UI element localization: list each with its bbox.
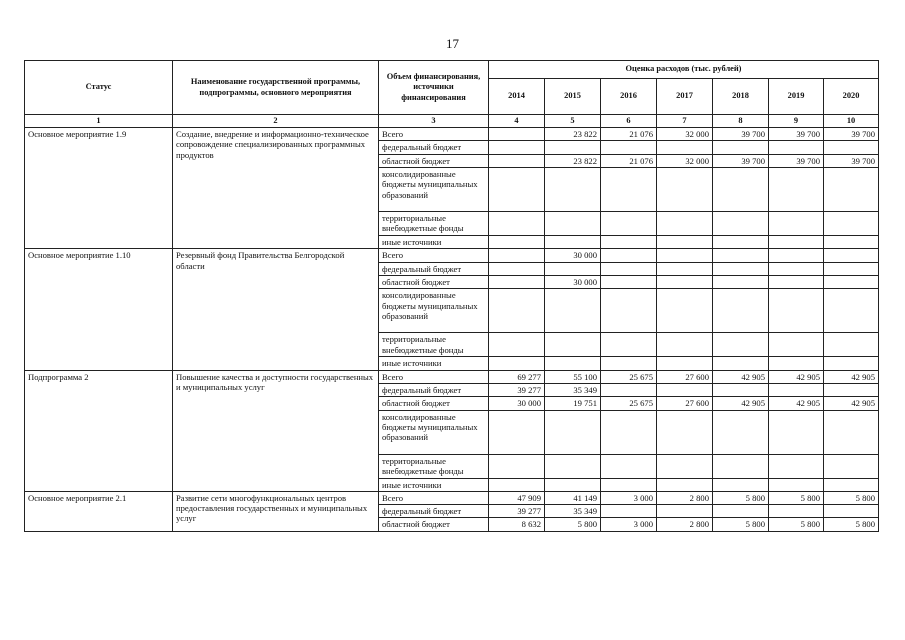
amount-cell: 39 277	[489, 505, 545, 518]
amount-cell: 39 700	[824, 128, 879, 141]
amount-cell	[769, 275, 824, 288]
amount-cell	[657, 236, 713, 249]
amount-cell	[769, 357, 824, 370]
amount-cell	[824, 212, 879, 236]
amount-cell	[769, 289, 824, 333]
table-row	[25, 249, 879, 262]
amount-cell: 32 000	[657, 154, 713, 167]
amount-cell	[824, 289, 879, 333]
header-status: Статус	[25, 61, 173, 115]
amount-cell: 2 800	[657, 518, 713, 531]
amount-cell	[601, 212, 657, 236]
amount-cell	[824, 383, 879, 396]
amount-cell	[545, 357, 601, 370]
amount-cell	[601, 262, 657, 275]
column-number: 3	[379, 115, 489, 128]
page-number: 17	[446, 36, 459, 51]
amount-cell	[824, 410, 879, 454]
row-program-name: Развитие сети многофункциональных центров предоставления государственных и муниципальных услуг	[173, 491, 379, 531]
funding-source: федеральный бюджет	[379, 141, 489, 154]
amount-cell	[713, 383, 769, 396]
amount-cell	[824, 357, 879, 370]
row-status: Основное мероприятие 1.9	[25, 128, 173, 249]
amount-cell	[489, 154, 545, 167]
amount-cell	[601, 383, 657, 396]
amount-cell	[657, 212, 713, 236]
header-financing: Объем финансирования, источники финансирования	[379, 61, 489, 115]
funding-source: территориальные внебюджетные фонды	[379, 212, 489, 236]
amount-cell	[769, 333, 824, 357]
row-program-name: Повышение качества и доступности государственных и муниципальных услуг	[173, 370, 379, 491]
amount-cell	[824, 262, 879, 275]
amount-cell: 39 700	[769, 128, 824, 141]
amount-cell: 27 600	[657, 397, 713, 410]
amount-cell	[769, 454, 824, 478]
amount-cell: 39 277	[489, 383, 545, 396]
amount-cell: 35 349	[545, 383, 601, 396]
amount-cell	[713, 236, 769, 249]
amount-cell	[657, 168, 713, 212]
amount-cell: 55 100	[545, 370, 601, 383]
amount-cell: 27 600	[657, 370, 713, 383]
amount-cell: 30 000	[489, 397, 545, 410]
amount-cell	[769, 249, 824, 262]
amount-cell	[545, 478, 601, 491]
amount-cell	[545, 168, 601, 212]
table-header	[25, 61, 879, 128]
amount-cell	[713, 168, 769, 212]
amount-cell: 3 000	[601, 491, 657, 504]
amount-cell	[713, 333, 769, 357]
amount-cell	[657, 505, 713, 518]
amount-cell	[545, 333, 601, 357]
amount-cell	[824, 505, 879, 518]
amount-cell: 19 751	[545, 397, 601, 410]
funding-source: консолидированные бюджеты муниципальных образований	[379, 289, 489, 333]
amount-cell	[545, 289, 601, 333]
amount-cell	[601, 168, 657, 212]
amount-cell: 30 000	[545, 275, 601, 288]
amount-cell	[713, 275, 769, 288]
amount-cell	[769, 262, 824, 275]
amount-cell: 3 000	[601, 518, 657, 531]
header-year: 2019	[769, 79, 824, 115]
amount-cell: 21 076	[601, 128, 657, 141]
funding-source: иные источники	[379, 478, 489, 491]
amount-cell: 8 632	[489, 518, 545, 531]
funding-source: областной бюджет	[379, 154, 489, 167]
funding-source: Всего	[379, 491, 489, 504]
amount-cell	[824, 236, 879, 249]
amount-cell	[824, 168, 879, 212]
amount-cell: 39 700	[769, 154, 824, 167]
table-row	[25, 491, 879, 504]
amount-cell	[601, 505, 657, 518]
amount-cell	[489, 141, 545, 154]
row-status: Основное мероприятие 1.10	[25, 249, 173, 370]
amount-cell	[489, 410, 545, 454]
amount-cell	[489, 454, 545, 478]
amount-cell	[489, 333, 545, 357]
amount-cell: 42 905	[824, 370, 879, 383]
funding-source: Всего	[379, 249, 489, 262]
funding-source: областной бюджет	[379, 397, 489, 410]
amount-cell: 42 905	[713, 397, 769, 410]
amount-cell	[489, 357, 545, 370]
header-year: 2018	[713, 79, 769, 115]
amount-cell	[657, 383, 713, 396]
amount-cell: 25 675	[601, 370, 657, 383]
amount-cell	[601, 141, 657, 154]
funding-source: федеральный бюджет	[379, 262, 489, 275]
header-year: 2014	[489, 79, 545, 115]
column-number: 9	[769, 115, 824, 128]
amount-cell	[769, 236, 824, 249]
amount-cell	[601, 275, 657, 288]
column-number: 2	[173, 115, 379, 128]
amount-cell: 5 800	[713, 491, 769, 504]
funding-source: территориальные внебюджетные фонды	[379, 333, 489, 357]
amount-cell	[713, 141, 769, 154]
amount-cell	[713, 249, 769, 262]
header-estimate: Оценка расходов (тыс. рублей)	[489, 61, 879, 79]
amount-cell	[713, 454, 769, 478]
funding-source: федеральный бюджет	[379, 383, 489, 396]
amount-cell	[545, 262, 601, 275]
header-name: Наименование государственной программы, подпрограммы, основного мероприятия	[173, 61, 379, 115]
column-number: 10	[824, 115, 879, 128]
amount-cell: 42 905	[769, 370, 824, 383]
funding-source: областной бюджет	[379, 275, 489, 288]
amount-cell	[545, 141, 601, 154]
amount-cell	[601, 478, 657, 491]
row-status: Основное мероприятие 2.1	[25, 491, 173, 531]
column-number: 7	[657, 115, 713, 128]
amount-cell	[601, 454, 657, 478]
amount-cell	[824, 454, 879, 478]
amount-cell	[657, 275, 713, 288]
amount-cell: 5 800	[824, 491, 879, 504]
amount-cell: 35 349	[545, 505, 601, 518]
amount-cell	[657, 454, 713, 478]
funding-source: территориальные внебюджетные фонды	[379, 454, 489, 478]
amount-cell: 39 700	[713, 128, 769, 141]
row-status: Подпрограмма 2	[25, 370, 173, 491]
amount-cell: 23 822	[545, 128, 601, 141]
amount-cell	[769, 505, 824, 518]
amount-cell: 23 822	[545, 154, 601, 167]
amount-cell: 42 905	[769, 397, 824, 410]
amount-cell	[489, 262, 545, 275]
amount-cell	[713, 505, 769, 518]
amount-cell	[657, 249, 713, 262]
amount-cell: 47 909	[489, 491, 545, 504]
amount-cell	[601, 410, 657, 454]
column-numbers-row	[25, 115, 879, 128]
amount-cell	[713, 262, 769, 275]
amount-cell	[769, 168, 824, 212]
header-year: 2017	[657, 79, 713, 115]
funding-source: консолидированные бюджеты муниципальных образований	[379, 410, 489, 454]
budget-table	[24, 60, 879, 532]
amount-cell	[657, 141, 713, 154]
funding-source: областной бюджет	[379, 518, 489, 531]
amount-cell: 39 700	[713, 154, 769, 167]
amount-cell	[769, 141, 824, 154]
amount-cell	[769, 212, 824, 236]
amount-cell	[713, 357, 769, 370]
amount-cell	[824, 141, 879, 154]
amount-cell	[657, 333, 713, 357]
table-row	[25, 370, 879, 383]
amount-cell: 5 800	[713, 518, 769, 531]
amount-cell	[489, 212, 545, 236]
amount-cell	[489, 236, 545, 249]
amount-cell	[489, 168, 545, 212]
amount-cell: 42 905	[824, 397, 879, 410]
amount-cell: 5 800	[545, 518, 601, 531]
amount-cell	[657, 262, 713, 275]
amount-cell: 42 905	[713, 370, 769, 383]
amount-cell: 5 800	[824, 518, 879, 531]
amount-cell	[489, 128, 545, 141]
amount-cell	[601, 357, 657, 370]
funding-source: консолидированные бюджеты муниципальных образований	[379, 168, 489, 212]
amount-cell	[601, 289, 657, 333]
amount-cell	[657, 410, 713, 454]
amount-cell: 69 277	[489, 370, 545, 383]
header-year: 2016	[601, 79, 657, 115]
amount-cell	[601, 249, 657, 262]
amount-cell	[657, 289, 713, 333]
amount-cell: 25 675	[601, 397, 657, 410]
amount-cell	[824, 333, 879, 357]
row-program-name: Резервный фонд Правительства Белгородской области	[173, 249, 379, 370]
amount-cell	[489, 275, 545, 288]
amount-cell	[545, 454, 601, 478]
amount-cell: 30 000	[545, 249, 601, 262]
amount-cell	[545, 410, 601, 454]
funding-source: иные источники	[379, 357, 489, 370]
funding-source: иные источники	[379, 236, 489, 249]
amount-cell	[489, 249, 545, 262]
table-row	[25, 128, 879, 141]
amount-cell	[824, 478, 879, 491]
header-year: 2015	[545, 79, 601, 115]
column-number: 4	[489, 115, 545, 128]
amount-cell: 5 800	[769, 518, 824, 531]
amount-cell: 39 700	[824, 154, 879, 167]
amount-cell: 2 800	[657, 491, 713, 504]
amount-cell	[601, 333, 657, 357]
funding-source: федеральный бюджет	[379, 505, 489, 518]
column-number: 5	[545, 115, 601, 128]
amount-cell	[769, 410, 824, 454]
amount-cell	[489, 289, 545, 333]
amount-cell	[769, 478, 824, 491]
amount-cell	[769, 383, 824, 396]
amount-cell: 5 800	[769, 491, 824, 504]
column-number: 1	[25, 115, 173, 128]
amount-cell	[545, 236, 601, 249]
column-number: 8	[713, 115, 769, 128]
column-number: 6	[601, 115, 657, 128]
amount-cell	[713, 478, 769, 491]
amount-cell	[713, 410, 769, 454]
amount-cell	[713, 289, 769, 333]
amount-cell: 21 076	[601, 154, 657, 167]
header-year: 2020	[824, 79, 879, 115]
amount-cell	[824, 275, 879, 288]
amount-cell	[657, 357, 713, 370]
amount-cell: 32 000	[657, 128, 713, 141]
amount-cell	[489, 478, 545, 491]
funding-source: Всего	[379, 128, 489, 141]
amount-cell	[601, 236, 657, 249]
amount-cell	[657, 478, 713, 491]
amount-cell: 41 149	[545, 491, 601, 504]
amount-cell	[824, 249, 879, 262]
amount-cell	[545, 212, 601, 236]
amount-cell	[713, 212, 769, 236]
funding-source: Всего	[379, 370, 489, 383]
row-program-name: Создание, внедрение и информационно-техническое сопровождение специализированных программных продуктов	[173, 128, 379, 249]
